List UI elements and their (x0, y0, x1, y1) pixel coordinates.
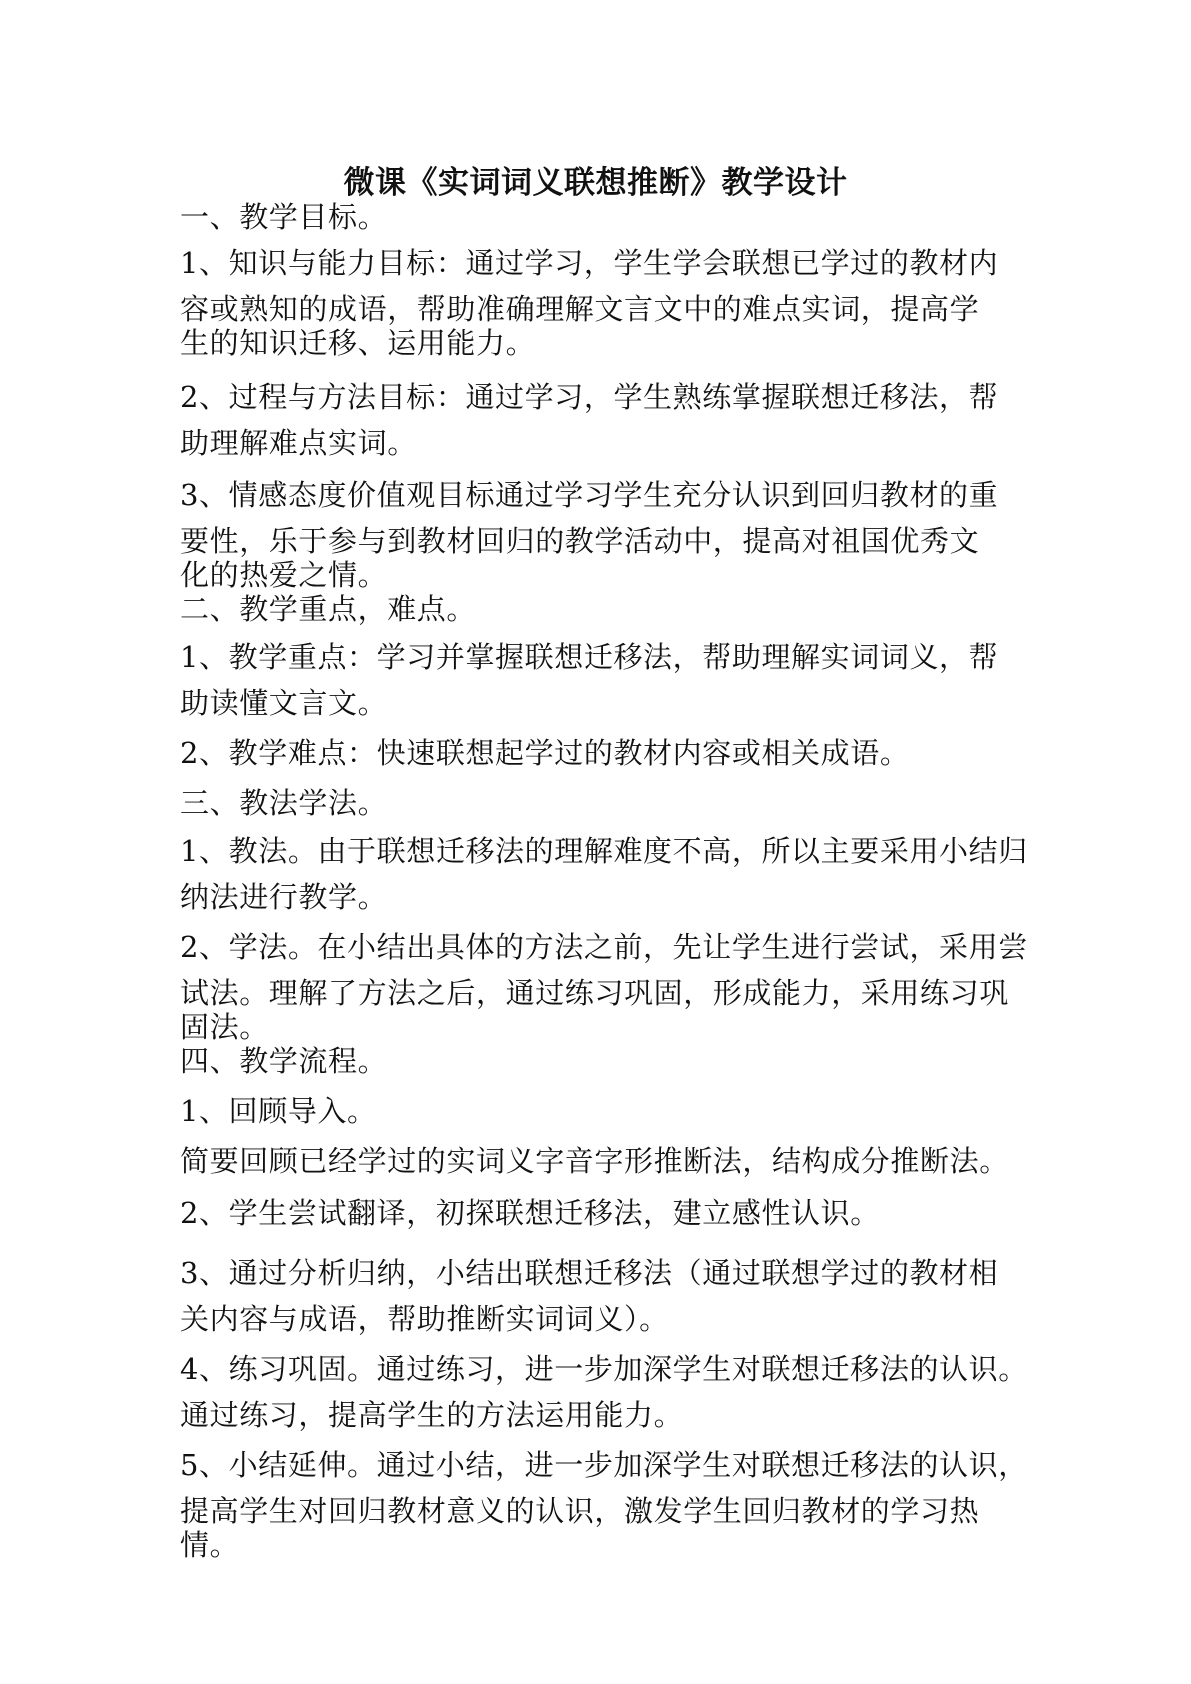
text-line: 1、教法。由于联想迁移法的理解难度不高，所以主要采用小结归 (180, 834, 1028, 868)
text-line: 纳法进行教学。 (180, 880, 388, 914)
text-line: 助理解难点实词。 (180, 426, 417, 460)
text-line: 试法。理解了方法之后，通过练习巩固，形成能力，采用练习巩 (180, 976, 1009, 1010)
text-line: 2、教学难点：快速联想起学过的教材内容或相关成语。 (180, 736, 910, 770)
text-line: 提高学生对回归教材意义的认识，激发学生回归教材的学习热 (180, 1494, 980, 1528)
heading-teaching-goals: 一、教学目标。 (180, 200, 388, 234)
text-line: 要性，乐于参与到教材回归的教学活动中，提高对祖国优秀文 (180, 524, 980, 558)
text-line: 2、学生尝试翻译，初探联想迁移法，建立感性认识。 (180, 1196, 880, 1230)
heading-methods: 三、教法学法。 (180, 786, 388, 820)
text-line: 4、练习巩固。通过练习，进一步加深学生对联想迁移法的认识。 (180, 1352, 1028, 1386)
document-body (180, 0, 1028, 1684)
document-title: 微课《实词词义联想推断》教学设计 (343, 165, 848, 201)
text-line: 助读懂文言文。 (180, 686, 388, 720)
heading-teaching-process: 四、教学流程。 (180, 1044, 388, 1078)
text-line: 生的知识迁移、运用能力。 (180, 326, 536, 360)
text-line: 2、过程与方法目标：通过学习，学生熟练掌握联想迁移法，帮 (180, 380, 999, 414)
heading-key-points: 二、教学重点，难点。 (180, 592, 477, 626)
text-line: 化的热爱之情。 (180, 558, 388, 592)
text-line: 情。 (180, 1528, 240, 1562)
text-line: 1、教学重点：学习并掌握联想迁移法，帮助理解实词词义，帮 (180, 640, 999, 674)
text-line: 1、回顾导入。 (180, 1094, 377, 1128)
text-line: 2、学法。在小结出具体的方法之前，先让学生进行尝试，采用尝 (180, 930, 1028, 964)
text-line: 1、知识与能力目标：通过学习，学生学会联想已学过的教材内 (180, 246, 999, 280)
text-line: 3、情感态度价值观目标通过学习学生充分认识到回归教材的重 (180, 478, 999, 512)
text-line: 简要回顾已经学过的实词义字音字形推断法，结构成分推断法。 (180, 1144, 1009, 1178)
text-line: 通过练习，提高学生的方法运用能力。 (180, 1398, 684, 1432)
text-line: 固法。 (180, 1010, 269, 1044)
text-line: 5、小结延伸。通过小结，进一步加深学生对联想迁移法的认识， (180, 1448, 1028, 1482)
text-line: 3、通过分析归纳，小结出联想迁移法（通过联想学过的教材相 (180, 1256, 999, 1290)
text-line: 容或熟知的成语，帮助准确理解文言文中的难点实词，提高学 (180, 292, 980, 326)
text-line: 关内容与成语，帮助推断实词词义）。 (180, 1302, 669, 1336)
